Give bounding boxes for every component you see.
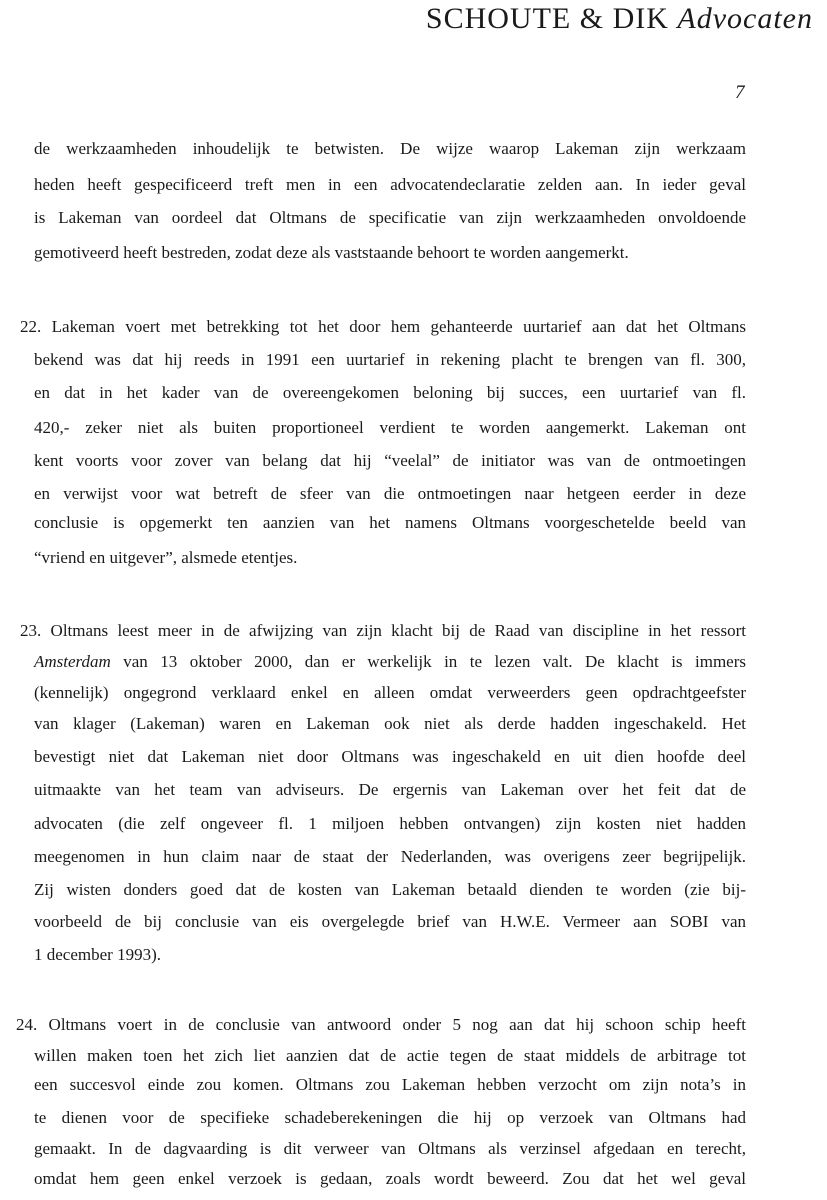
text-line: en dat in het kader van de overeengekomen beloning bij succes, een uurtarief van fl.: [34, 383, 746, 402]
text-line: bevestigt niet dat Lakeman niet door Oltmans was ingeschakeld en uit dien hoofde deel: [34, 747, 746, 766]
text-line: van klager (Lakeman) waren en Lakeman ook niet als derde hadden ingeschakeld. Het: [34, 714, 746, 733]
text-line: de werkzaamheden inhoudelijk te betwisten. De wijze waarop Lakeman zijn werkzaam: [34, 139, 746, 158]
text-line: heden heeft gespecificeerd treft men in een advocatendeclaratie zelden aan. In ieder geval: [34, 175, 746, 194]
text-line: voorbeeld de bij conclusie van eis overgelegde brief van H.W.E. Vermeer aan SOBI van: [34, 912, 746, 931]
text-line: uitmaakte van het team van adviseurs. De ergernis van Lakeman over het feit dat de: [34, 780, 746, 799]
page-number: 7: [735, 82, 745, 103]
text-line: 1 december 1993).: [34, 945, 161, 964]
text-line-rest: van 13 oktober 2000, dan er werkelijk in te lezen valt. De klacht is immers: [110, 652, 746, 671]
text-line: willen maken toen het zich liet aanzien dat de actie tegen de staat middels de arbitrage tot: [34, 1046, 746, 1065]
text-line: gemaakt. In de dagvaarding is dit verweer van Oltmans als verzinsel afgedaan en terecht,: [34, 1139, 746, 1158]
text-line: meegenomen in hun claim naar de staat der Nederlanden, was overigens zeer begrijpelijk.: [34, 847, 746, 866]
text-line: 22. Lakeman voert met betrekking tot het door hem gehanteerde uurtarief aan dat het Oltmans: [20, 317, 746, 336]
letterhead-firm-type: Advocaten: [677, 2, 813, 35]
text-line: [34, 651, 746, 673]
text-line: “vriend en uitgever”, alsmede etentjes.: [34, 548, 298, 567]
text-line: te dienen voor de specifieke schadeberekeningen die hij op verzoek van Oltmans had: [34, 1108, 746, 1127]
text-line: kent voorts voor zover van belang dat hij “veelal” de initiator was van de ontmoetingen: [34, 451, 746, 470]
text-line: 23. Oltmans leest meer in de afwijzing van zijn klacht bij de Raad van discipline in het ressort: [20, 621, 746, 640]
letterhead: [426, 2, 813, 36]
text-line: en verwijst voor wat betreft de sfeer van die ontmoetingen naar hetgeen eerder in deze: [34, 484, 746, 503]
text-line: (kennelijk) ongegrond verklaard enkel en alleen omdat verweerders geen opdrachtgeefster: [34, 683, 746, 702]
text-line: 24. Oltmans voert in de conclusie van antwoord onder 5 nog aan dat hij schoon schip heeft: [16, 1015, 746, 1034]
text-line: bekend was dat hij reeds in 1991 een uurtarief in rekening placht te brengen van fl. 300,: [34, 350, 746, 369]
text-line: gemotiveerd heeft bestreden, zodat deze als vaststaande behoort te worden aangemerkt.: [34, 243, 629, 262]
text-line: 420,- zeker niet als buiten proportioneel verdient te worden aangemerkt. Lakeman ont: [34, 418, 746, 437]
text-line: een succesvol einde zou komen. Oltmans zou Lakeman hebben verzocht om zijn nota’s in: [34, 1075, 746, 1094]
text-line: omdat hem geen enkel verzoek is gedaan, zoals wordt beweerd. Zou dat het wel geval: [34, 1169, 746, 1188]
text-line: advocaten (die zelf ongeveer fl. 1 miljoen hebben ontvangen) zijn kosten niet hadden: [34, 814, 746, 833]
text-line: Zij wisten donders goed dat de kosten van Lakeman betaald dienden te worden (zie bij-: [34, 880, 746, 899]
text-line: is Lakeman van oordeel dat Oltmans de specificatie van zijn werkzaamheden onvoldoende: [34, 208, 746, 227]
letterhead-firm-name: SCHOUTE & DIK: [425, 2, 669, 35]
court-location: Amsterdam: [34, 652, 111, 671]
text-line: conclusie is opgemerkt ten aanzien van het namens Oltmans voorgeschetelde beeld van: [34, 513, 746, 532]
